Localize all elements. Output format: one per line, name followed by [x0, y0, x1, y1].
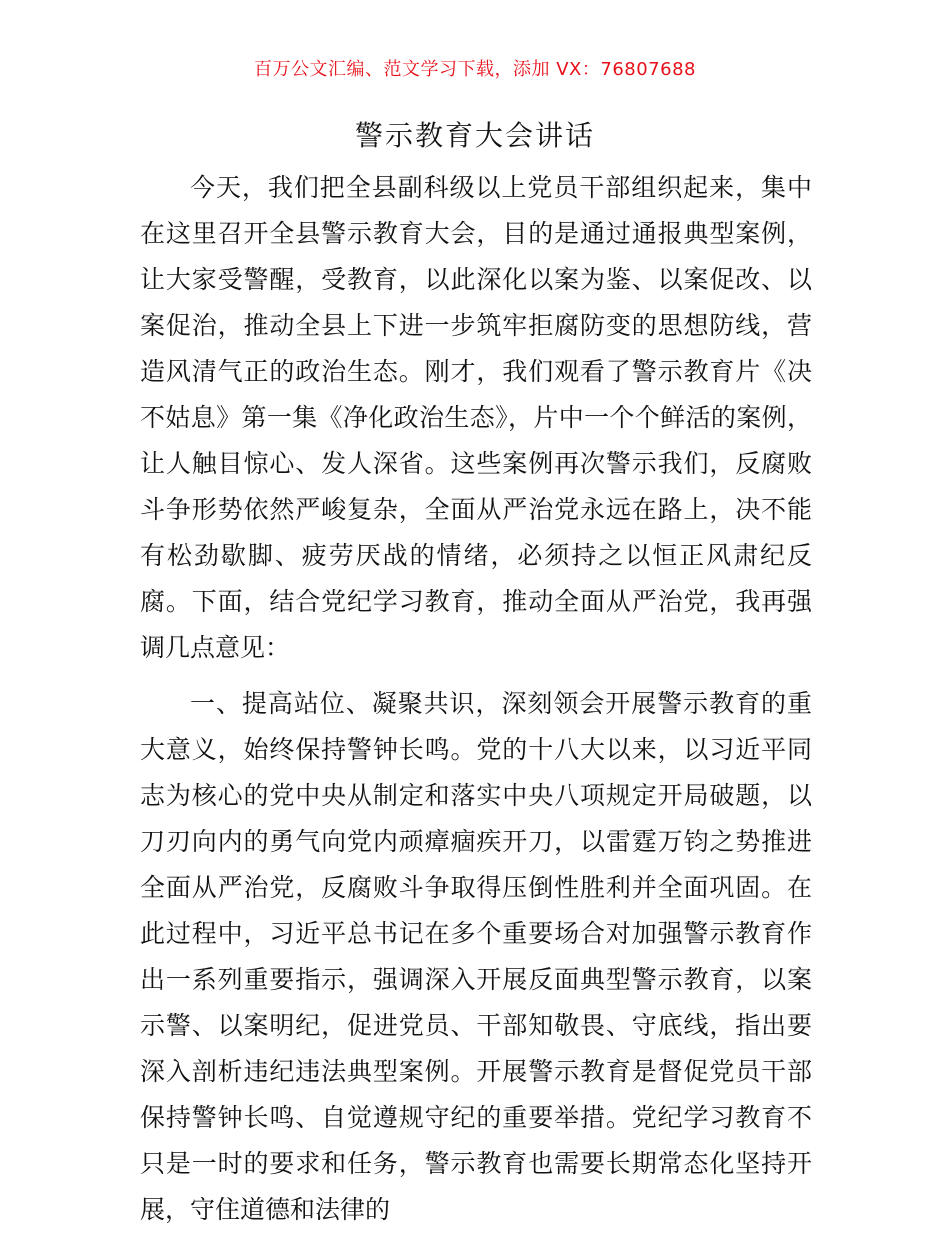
document-body: [140, 165, 812, 1233]
paragraph-intro: 今天，我们把全县副科级以上党员干部组织起来，集中在这里召开全县警示教育大会，目的是通过通报典型案例，让大家受警醒，受教育，以此深化以案为鉴、以案促改、以案促治，推动全县上下进一步筑牢拒腐防变的思想防线，营造风清气正的政治生态。刚才，我们观看了警示教育片《决不姑息》第一集《净化政治生态》，片中一个个鲜活的案例，让人触目惊心、发人深省。这些案例再次警示我们，反腐败斗争形势依然严峻复杂，全面从严治党永远在路上，决不能有松劲歇脚、疲劳厌战的情绪，必须持之以恒正风肃纪反腐。下面，结合党纪学习教育，推动全面从严治党，我再强调几点意见：: [140, 173, 812, 662]
header-banner: 百万公文汇编、范文学习下载，添加 VX：76807688: [254, 59, 696, 80]
page-title: 警示教育大会讲话: [354, 119, 595, 152]
paragraph-section-one: 一、提高站位、凝聚共识，深刻领会开展警示教育的重大意义，始终保持警钟长鸣。党的十八大以来，以习近平同志为核心的党中央从制定和落实中央八项规定开局破题，以刀刃向内的勇气向党内顽瘴痼疾开刀，以雷霆万钧之势推进全面从严治党，反腐败斗争取得压倒性胜利并全面巩固。在此过程中，习近平总书记在多个重要场合对加强警示教育作出一系列重要指示，强调深入开展反面典型警示教育，以案示警、以案明纪，促进党员、干部知敬畏、守底线，指出要深入剖析违纪违法典型案例。开展警示教育是督促党员干部保持警钟长鸣、自觉遵规守纪的重要举措。党纪学习教育不只是一时的要求和任务，警示教育也需要长期常态化坚持开展，守住道德和法律的: [140, 689, 812, 1224]
